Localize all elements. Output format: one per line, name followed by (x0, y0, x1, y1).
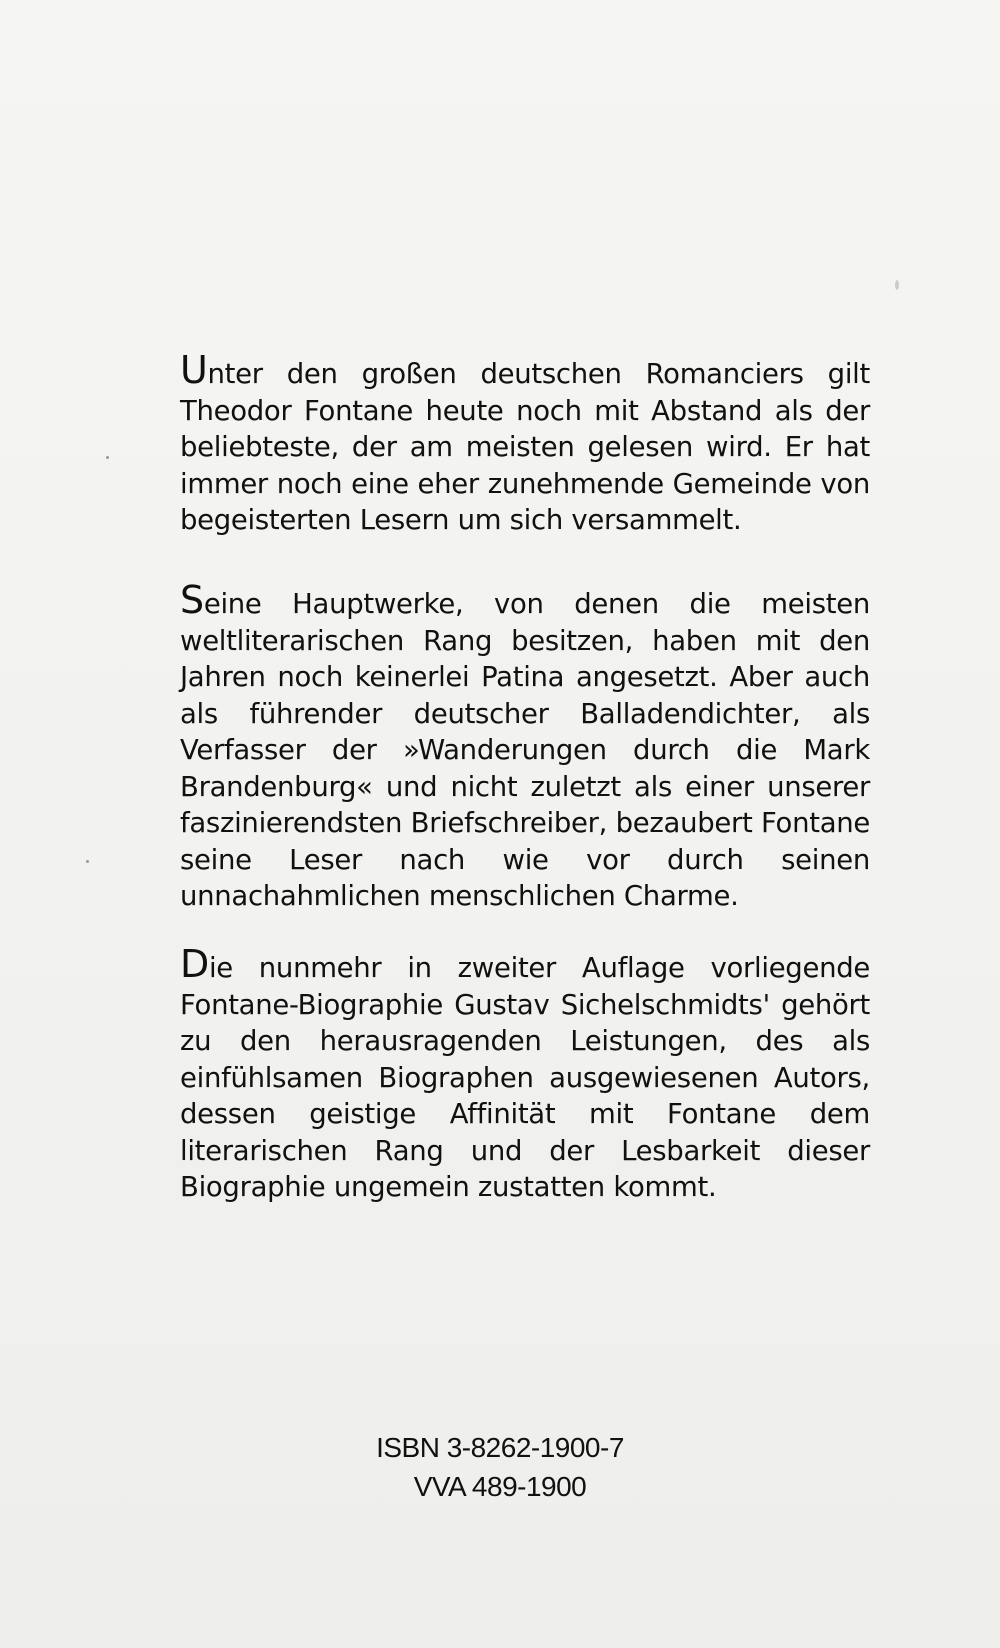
blurb-paragraph-2: Seine Hauptwerke, von denen die meisten weltliterarischen Rang besitzen, haben mit den Jahren noch keinerlei Patina angesetzt. Aber auch als führender deutscher Balladendichter, als Verfasser der »Wanderungen durch die Mark Brandenburg« und nicht zuletzt als einer unserer faszinierendsten Briefschreiber, bezaubert Fontane seine Leser nach wie vor durch seinen unnachahmlichen menschlichen Charme. (180, 578, 870, 912)
blurb-paragraph-1: Unter den großen deutschen Romanciers gilt Theodor Fontane heute noch mit Abstand als der beliebteste, der am meisten gelesen wird. Er hat immer noch eine eher zunehmende Gemeinde von begeisterten Lesern um sich versammelt. (180, 348, 870, 536)
publication-codes (350, 1428, 650, 1506)
order-number: VVA 489-1900 (413, 1471, 587, 1502)
blurb-paragraph-3: Die nunmehr in zweiter Auflage vorliegende Fontane-Biographie Gustav Sichelschmidts' gehört zu den herausragenden Leistungen, des als einfühlsamen Biographen ausgewiesenen Autors, dessen geistige Affinität mit Fontane dem literarischen Rang und der Lesbarkeit dieser Biographie ungemein zustatten kommt. (180, 942, 870, 1203)
isbn-number: ISBN 3-8262-1900-7 (376, 1432, 624, 1463)
paper-speck (106, 456, 109, 459)
paper-speck (895, 280, 899, 290)
paper-speck (86, 860, 89, 863)
